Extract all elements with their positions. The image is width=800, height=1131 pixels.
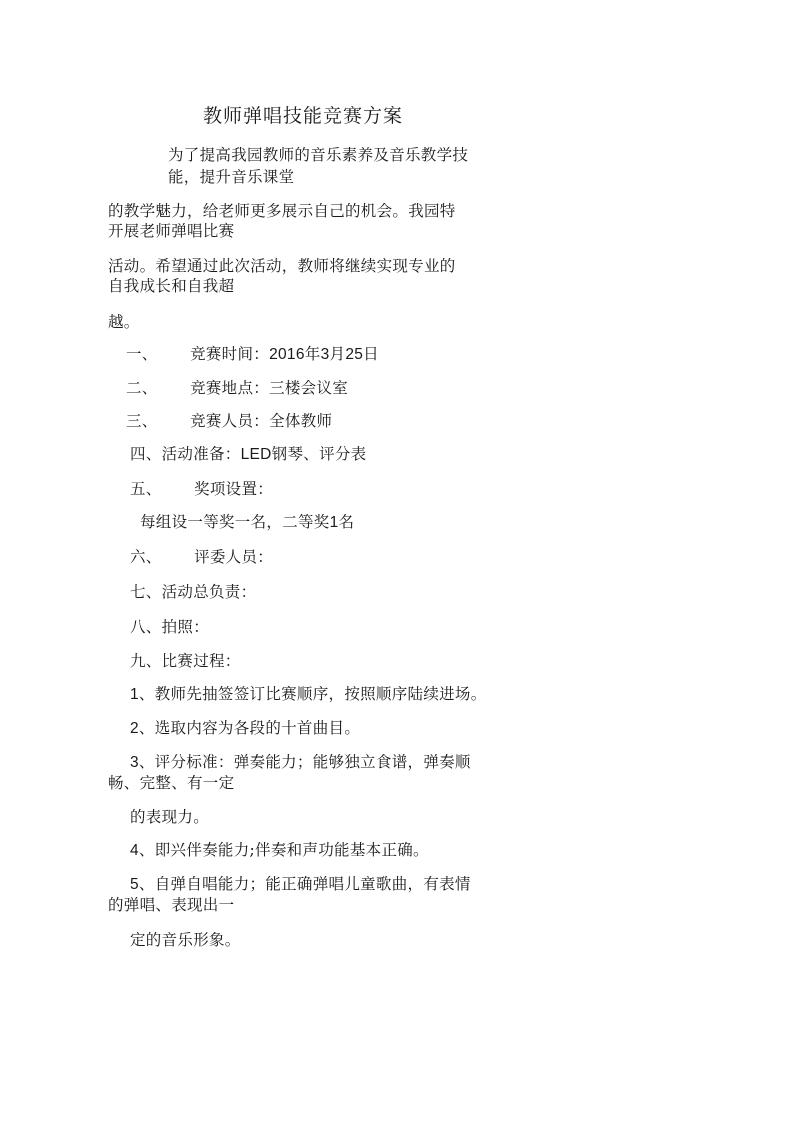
process-item-3-number: 3: [130, 754, 139, 771]
process-item-3-line-2: 畅、完整、有一定: [108, 774, 235, 792]
intro-line-2: 能，提升音乐课堂: [168, 168, 295, 186]
process-item-3: [130, 752, 471, 773]
process-item-5-text: 、自弹自唱能力；能正确弹唱儿童歌曲，有表情: [138, 875, 471, 893]
process-item-1-text: 、教师先抽签签订比赛顺序，按照顺序陆续进场。: [138, 685, 487, 703]
process-item-5-number: 5: [130, 876, 139, 893]
section-1-day: 25: [345, 346, 364, 363]
process-item-2: [130, 718, 360, 739]
process-item-1: [130, 684, 487, 705]
section-6: [130, 547, 273, 567]
section-3: [126, 411, 332, 431]
section-5-detail: [140, 512, 354, 533]
section-5-detail-count: 1: [329, 514, 339, 531]
intro-line-7: 越。: [108, 313, 140, 331]
section-5-detail-c: 名: [338, 513, 355, 531]
process-item-3-text: 、评分标准：弹奏能力；能够独立食谱，弹奏顺: [138, 753, 471, 771]
process-item-5: [130, 874, 471, 895]
intro-line-6: 自我成长和自我超: [108, 277, 235, 295]
section-1-number: 一、: [126, 345, 158, 363]
section-4-led: LED: [240, 446, 272, 463]
section-6-label: 评委人员：: [194, 548, 274, 566]
section-3-number: 三、: [126, 412, 158, 430]
section-1-label: 竞赛时间：: [190, 345, 270, 363]
section-2: [126, 378, 348, 398]
section-1-month-unit: 月: [329, 345, 346, 363]
section-7: 七、活动总负责：: [130, 583, 257, 601]
section-5-detail-a: 每组设一等奖一名，二等奖: [140, 513, 330, 531]
page-title: 教师弹唱技能竞赛方案: [203, 105, 404, 127]
process-item-1-number: 1: [130, 686, 139, 703]
section-8: 八、拍照：: [130, 618, 210, 636]
section-5-label: 奖项设置：: [194, 480, 274, 498]
intro-line-1: 为了提高我园教师的音乐素养及音乐教学技: [168, 146, 469, 164]
process-item-3-line-3: 的表现力。: [130, 808, 210, 826]
process-item-4-text: 、即兴伴奏能力;伴奏和声功能基本正确。: [138, 841, 429, 859]
process-item-2-text: 、选取内容为各段的十首曲目。: [138, 719, 361, 737]
intro-line-5: 活动。希望通过此次活动，教师将继续实现专业的: [108, 257, 456, 275]
section-1: [126, 344, 379, 365]
section-2-number: 二、: [126, 379, 158, 397]
section-3-label: 竞赛人员：全体教师: [190, 412, 333, 430]
process-item-4-number: 4: [130, 842, 139, 859]
section-1-day-unit: 日: [363, 345, 379, 363]
section-1-year-unit: 年: [304, 345, 321, 363]
intro-line-3: 的教学魅力，给老师更多展示自己的机会。我园特: [108, 202, 456, 220]
section-5: [130, 479, 273, 499]
section-2-label: 竞赛地点：三楼会议室: [190, 379, 349, 397]
section-1-month: 3: [320, 346, 330, 363]
section-4: [130, 444, 366, 465]
process-item-2-number: 2: [130, 720, 139, 737]
section-6-number: 六、: [130, 548, 162, 566]
section-5-number: 五、: [130, 480, 162, 498]
process-item-5-line-3: 定的音乐形象。: [130, 931, 241, 949]
section-4-items: 钢琴、评分表: [271, 445, 367, 463]
section-9: 九、比赛过程：: [130, 652, 241, 670]
section-4-label: 四、活动准备：: [130, 445, 241, 463]
process-item-4: [130, 840, 429, 861]
section-1-year: 2016: [269, 346, 305, 363]
process-item-5-line-2: 的弹唱、表现出一: [108, 896, 235, 914]
intro-line-4: 开展老师弹唱比赛: [108, 222, 235, 240]
